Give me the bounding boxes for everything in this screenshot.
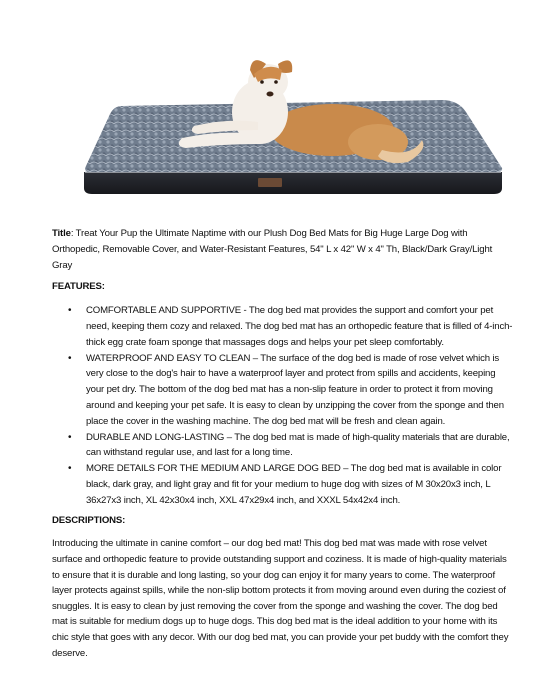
list-item — [68, 461, 514, 508]
feature-text: COMFORTABLE AND SUPPORTIVE - The dog bed mat provides the support and comfort your pet need, keeping them cozy and relaxed. The dog bed mat has an orthopedic feature that is filled of 4-inch-thick egg crate foam sponge that massages dogs and helps your pet sleep comfortably. — [86, 305, 513, 348]
features-heading: FEATURES: — [52, 281, 105, 293]
bullet-icon: • — [68, 305, 72, 317]
list-item — [68, 430, 514, 462]
feature-text: WATERPROOF AND EASY TO CLEAN – The surface of the dog bed is made of rose velvet which is very close to the dog's hair to have a waterproof layer and protect from spills and accidents, keeping your pet dry. The bottom of the dog bed mat has a non-slip feature in order to protect it from moving around and keeping your pet safe. It is easy to clean by unzipping the cover from the sponge and then place the cover in the washing machine. The dog bed mat will be fresh and clean again. — [86, 352, 504, 427]
product-image — [82, 60, 504, 200]
descriptions-heading: DESCRIPTIONS: — [52, 514, 126, 526]
bullet-icon: • — [68, 463, 72, 475]
list-item — [68, 303, 514, 350]
title-paragraph — [52, 226, 514, 273]
product-listing-document — [52, 226, 514, 661]
mat-side — [84, 172, 502, 194]
feature-text: MORE DETAILS FOR THE MEDIUM AND LARGE DOG BED – The dog bed mat is available in color black, dark gray, and light gray and fit for your medium to huge dog with sizes of M 30x20x3 inch, L 36x27x3 inch, XL 42x30x4 inch, XXL 47x29x4 inch, and XXXL 54x42x4 inch. — [86, 463, 502, 506]
bullet-icon: • — [68, 352, 72, 364]
feature-text: DURABLE AND LONG-LASTING – The dog bed mat is made of high-quality materials that are durable, can withstand regular use, and last for a long time. — [86, 431, 510, 459]
dog-bed-illustration — [82, 60, 504, 200]
title-text: : Treat Your Pup the Ultimate Naptime with our Plush Dog Bed Mats for Big Huge Large Dog with Orthopedic, Removable Cover, and Water-Resistant Features, 54" L x 42" W x 4" Th, Black/Dark Gray/Light Gray — [52, 228, 493, 271]
description-paragraph: Introducing the ultimate in canine comfort – our dog bed mat! This dog bed mat was made with rose velvet surface and orthopedic feature to provide outstanding support and coziness. It is made of high-quality materials to ensure that it is durable and long lasting, so your dog can enjoy it for many years to come. The waterproof layer protects against spills, while the non-slip bottom protects it from moving around even during the coziest of snuggles. It is easy to clean by just removing the cover from the sponge and washing the cover. The dog bed mat is suitable for medium dogs up to huge dogs. This dog bed mat is the ideal addition to your home with its chic style that goes with any decor. With our dog bed mat, you can provide your pet buddy with the comfort they deserve. — [52, 538, 509, 659]
brand-tag — [258, 178, 282, 187]
features-list — [52, 303, 514, 508]
title-label: Title — [52, 228, 71, 239]
bullet-icon: • — [68, 431, 72, 443]
list-item — [68, 351, 514, 430]
